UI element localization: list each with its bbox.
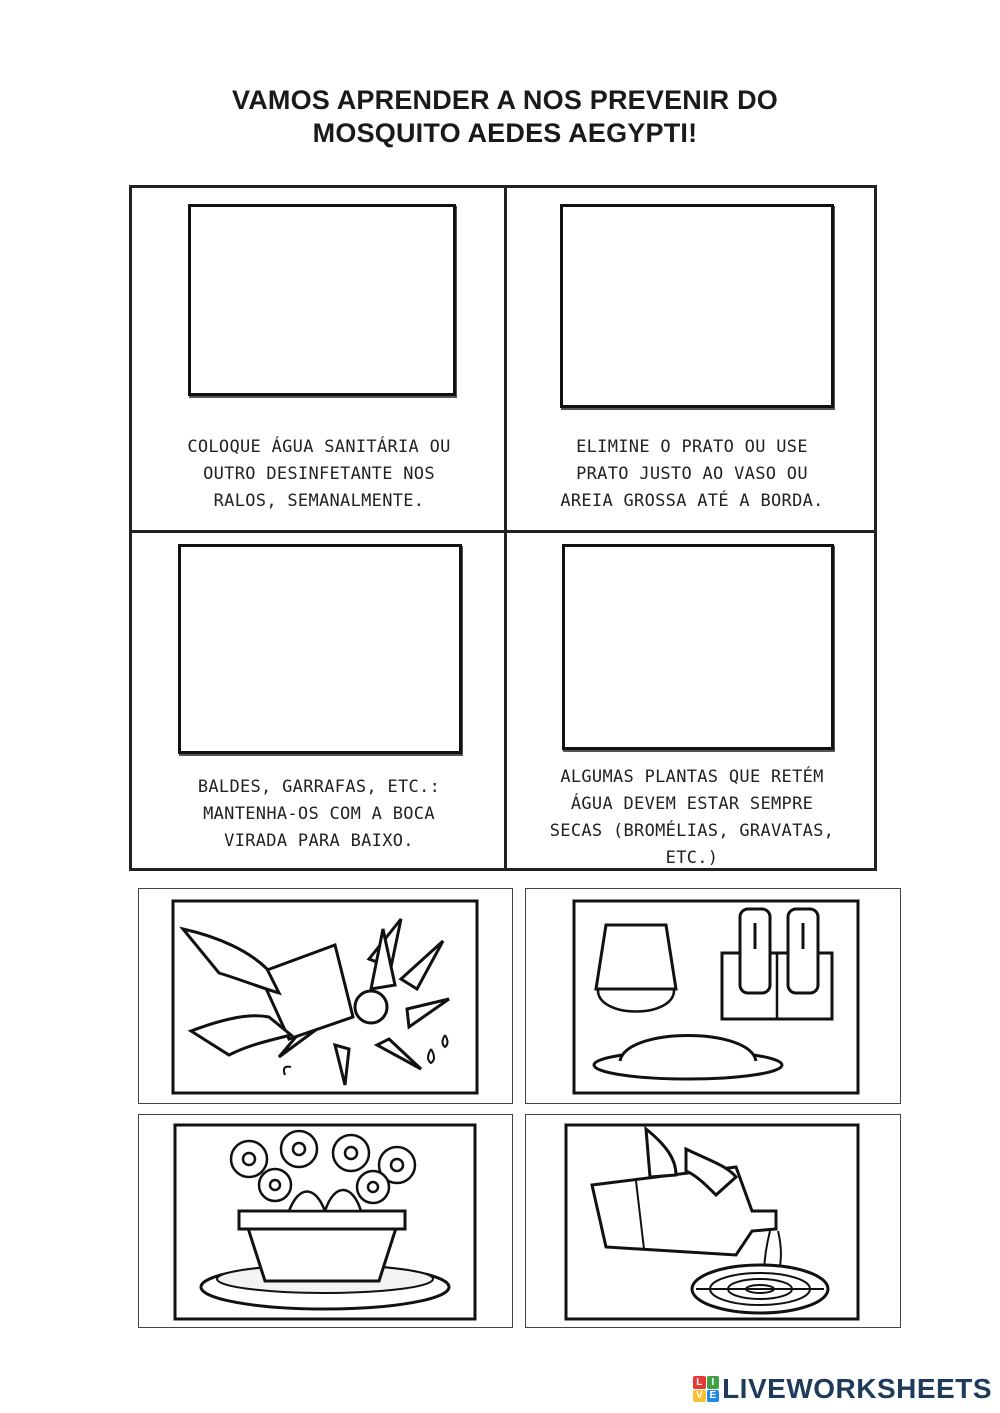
caption-line: SECAS (BROMÉLIAS, GRAVATAS, — [549, 821, 835, 841]
cell-caption-3 — [136, 774, 502, 855]
title-line-2: MOSQUITO AEDES AEGYPTI! — [312, 118, 698, 148]
image-card-2[interactable] — [525, 888, 901, 1104]
caption-line: OUTRO DESINFETANTE NOS — [203, 464, 435, 484]
image-card-3[interactable] — [138, 1114, 513, 1328]
liveworksheets-brand — [693, 1374, 992, 1404]
liveworksheets-logo-icon — [693, 1376, 719, 1402]
caption-line: COLOQUE ÁGUA SANITÁRIA OU — [187, 437, 451, 457]
drop-zone-4[interactable] — [562, 544, 834, 750]
cell-caption-4 — [508, 764, 876, 872]
grid-divider-horizontal — [132, 530, 874, 533]
caption-line: ALGUMAS PLANTAS QUE RETÉM — [560, 767, 824, 787]
cell-caption-1 — [136, 434, 502, 515]
title-line-1: VAMOS APRENDER A NOS PREVENIR DO — [232, 85, 778, 115]
caption-line: BALDES, GARRAFAS, ETC.: — [197, 777, 441, 797]
grid-divider-vertical — [504, 188, 507, 868]
caption-line: RALOS, SEMANALMENTE. — [213, 491, 425, 511]
caption-line: ÁGUA DEVEM ESTAR SEMPRE — [570, 794, 814, 814]
drop-zone-2[interactable] — [560, 204, 834, 408]
logo-letter: I — [707, 1376, 720, 1389]
caption-line: VIRADA PARA BAIXO. — [224, 831, 414, 851]
caption-line: AREIA GROSSA ATÉ A BORDA. — [560, 491, 824, 511]
answer-grid — [129, 185, 877, 871]
logo-letter: E — [707, 1390, 720, 1403]
worksheet-title — [100, 84, 910, 150]
logo-letter: V — [693, 1390, 706, 1403]
image-card-1[interactable] — [138, 888, 513, 1104]
drop-zone-1[interactable] — [188, 204, 456, 396]
caption-line: ETC.) — [665, 848, 719, 868]
flower-pot-with-sand-dish-icon — [139, 1115, 514, 1329]
drop-zone-3[interactable] — [178, 544, 462, 754]
image-card-4[interactable] — [525, 1114, 901, 1328]
bleach-poured-into-drain-icon — [526, 1115, 902, 1329]
caption-line: ELIMINE O PRATO OU USE — [576, 437, 808, 457]
brand-name: LIVEWORKSHEETS — [722, 1373, 992, 1404]
caption-line: PRATO JUSTO AO VASO OU — [576, 464, 808, 484]
bucket-bottles-plate-upside-down-icon — [526, 889, 902, 1105]
cell-caption-2 — [510, 434, 874, 515]
hands-emptying-cup-on-plant-icon — [139, 889, 514, 1105]
logo-letter: L — [693, 1376, 706, 1389]
caption-line: MANTENHA-OS COM A BOCA — [203, 804, 435, 824]
